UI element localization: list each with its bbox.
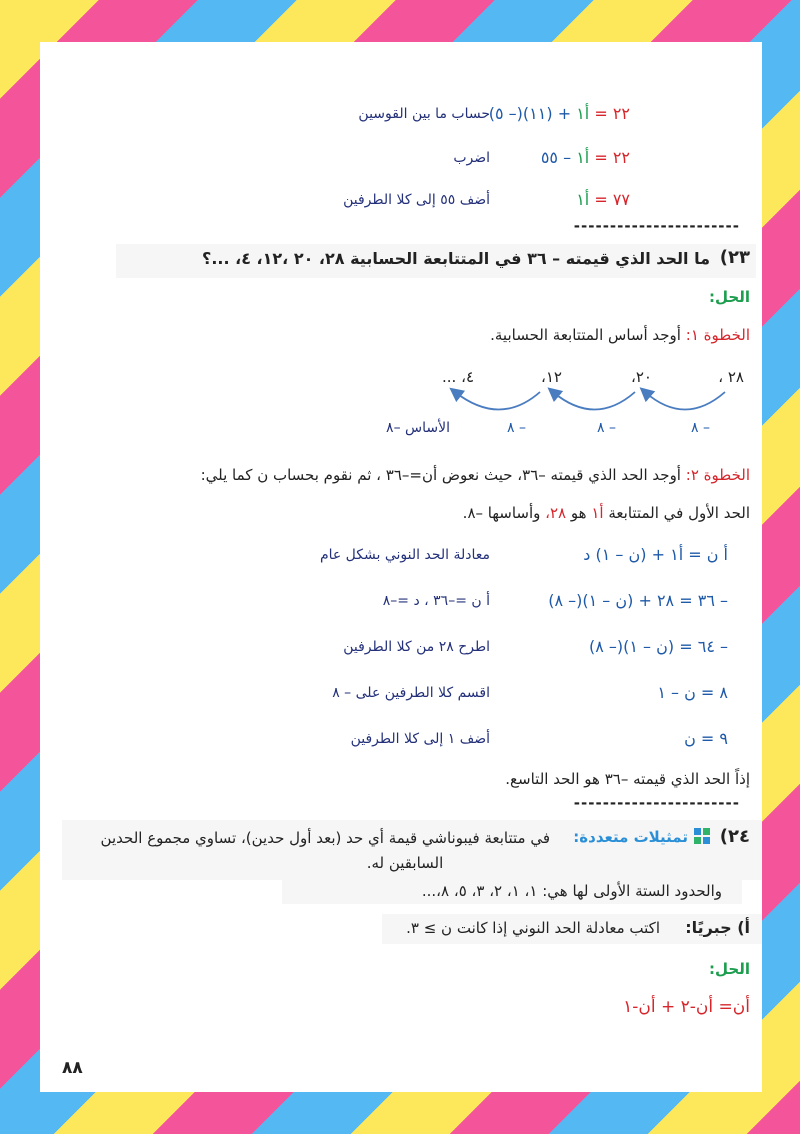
part-a-label: أ) جبريًا: — [685, 918, 750, 937]
equation-subtract: – ٦٤ = (ن – ١)(– ٨) — [588, 637, 728, 656]
question-23-number: ٢٣) — [719, 247, 750, 268]
arrow-2 — [553, 392, 635, 410]
step-note-2: اضرب — [453, 150, 490, 166]
equation-note-general: معادلة الحد النوني بشكل عام — [319, 547, 490, 563]
equation-note-subtract: اطرح ٢٨ من كلا الطرفين — [343, 639, 490, 655]
seq-term-3: ١٢، — [541, 368, 562, 386]
worksheet-page — [40, 42, 762, 1092]
question-23-text: ما الحد الذي قيمته – ٣٦ في المتتابعة الحسابية ٢٨، ٢٠ ،١٢، ٤، ...؟ — [202, 249, 710, 268]
common-difference: الأساس –٨ — [386, 420, 450, 436]
equation-note-substitute: أ ن =–٣٦ ، د =–٨ — [382, 593, 490, 609]
step-note-1: حساب ما بين القوسين — [358, 106, 490, 122]
question-24-number: ٢٤) — [719, 826, 750, 847]
seq-term-2: ٢٠، — [631, 368, 652, 386]
seq-term-1: ٢٨ ، — [718, 368, 744, 386]
step-equation-3: ٧٧ = أ١ — [576, 190, 630, 209]
step-1: الخطوة ١: أوجد أساس المتتابعة الحسابية. — [490, 326, 750, 344]
solution-label-24: الحل: — [709, 960, 750, 978]
answer-equation: أن= أن-٢ + أن-١ — [623, 997, 750, 1017]
equation-general: أ ن = أ١ + (ن – ١) د — [583, 545, 728, 564]
step-2: الخطوة ٢: أوجد الحد الذي قيمته –٣٦، حيث نعوض أن=–٣٦ ، ثم نقوم بحساب ن كما يلي: — [200, 466, 750, 484]
seq-term-4: ٤، ... — [442, 368, 474, 386]
difference-3: – ٨ — [507, 420, 526, 436]
arrow-3 — [455, 392, 540, 410]
page-number: ٨٨ — [62, 1058, 83, 1078]
question-24-text-3: والحدود الستة الأولى لها هي: ١، ١، ٢، ٣، ٥، ٨،... — [421, 882, 722, 900]
conclusion: إذاً الحد الذي قيمته –٣٦ هو الحد التاسع. — [505, 770, 750, 788]
step-equation-1: ٢٢ = أ١ + (١١)(– ٥) — [488, 104, 630, 123]
equation-note-result: أضف ١ إلى كلا الطرفين — [350, 731, 490, 747]
separator-2: ----------------------- — [573, 794, 740, 812]
step-note-3: أضف ٥٥ إلى كلا الطرفين — [343, 192, 490, 208]
question-24-text-1: في متتابعة فيبوناشي قيمة أي حد (بعد أول حدين)، تساوي مجموع الحدين — [100, 829, 550, 847]
equation-note-divide: اقسم كلا الطرفين على – ٨ — [332, 685, 490, 701]
difference-1: – ٨ — [691, 420, 710, 436]
question-24-text-2: السابقين له. — [366, 854, 444, 872]
equation-divide: ٨ = ن – ١ — [657, 683, 728, 702]
puzzle-icon — [694, 828, 710, 844]
separator-1: ----------------------- — [573, 217, 740, 235]
step-equation-2: ٢٢ = أ١ – ٥٥ — [540, 148, 630, 167]
first-term-line: الحد الأول في المتتابعة أ١ هو ٢٨، وأساسها –٨. — [462, 504, 750, 522]
difference-2: – ٨ — [597, 420, 616, 436]
question-24-label: تمثيلات متعددة: — [573, 828, 688, 846]
solution-label: الحل: — [709, 288, 750, 306]
equation-substitute: – ٣٦ = ٢٨ + (ن – ١)(– ٨) — [548, 591, 728, 610]
part-a-text: اكتب معادلة الحد النوني إذا كانت ن ≥ ٣. — [406, 919, 660, 937]
equation-result: ٩ = ن — [684, 729, 728, 748]
difference-arrows — [440, 382, 740, 422]
arrow-1 — [645, 392, 725, 410]
